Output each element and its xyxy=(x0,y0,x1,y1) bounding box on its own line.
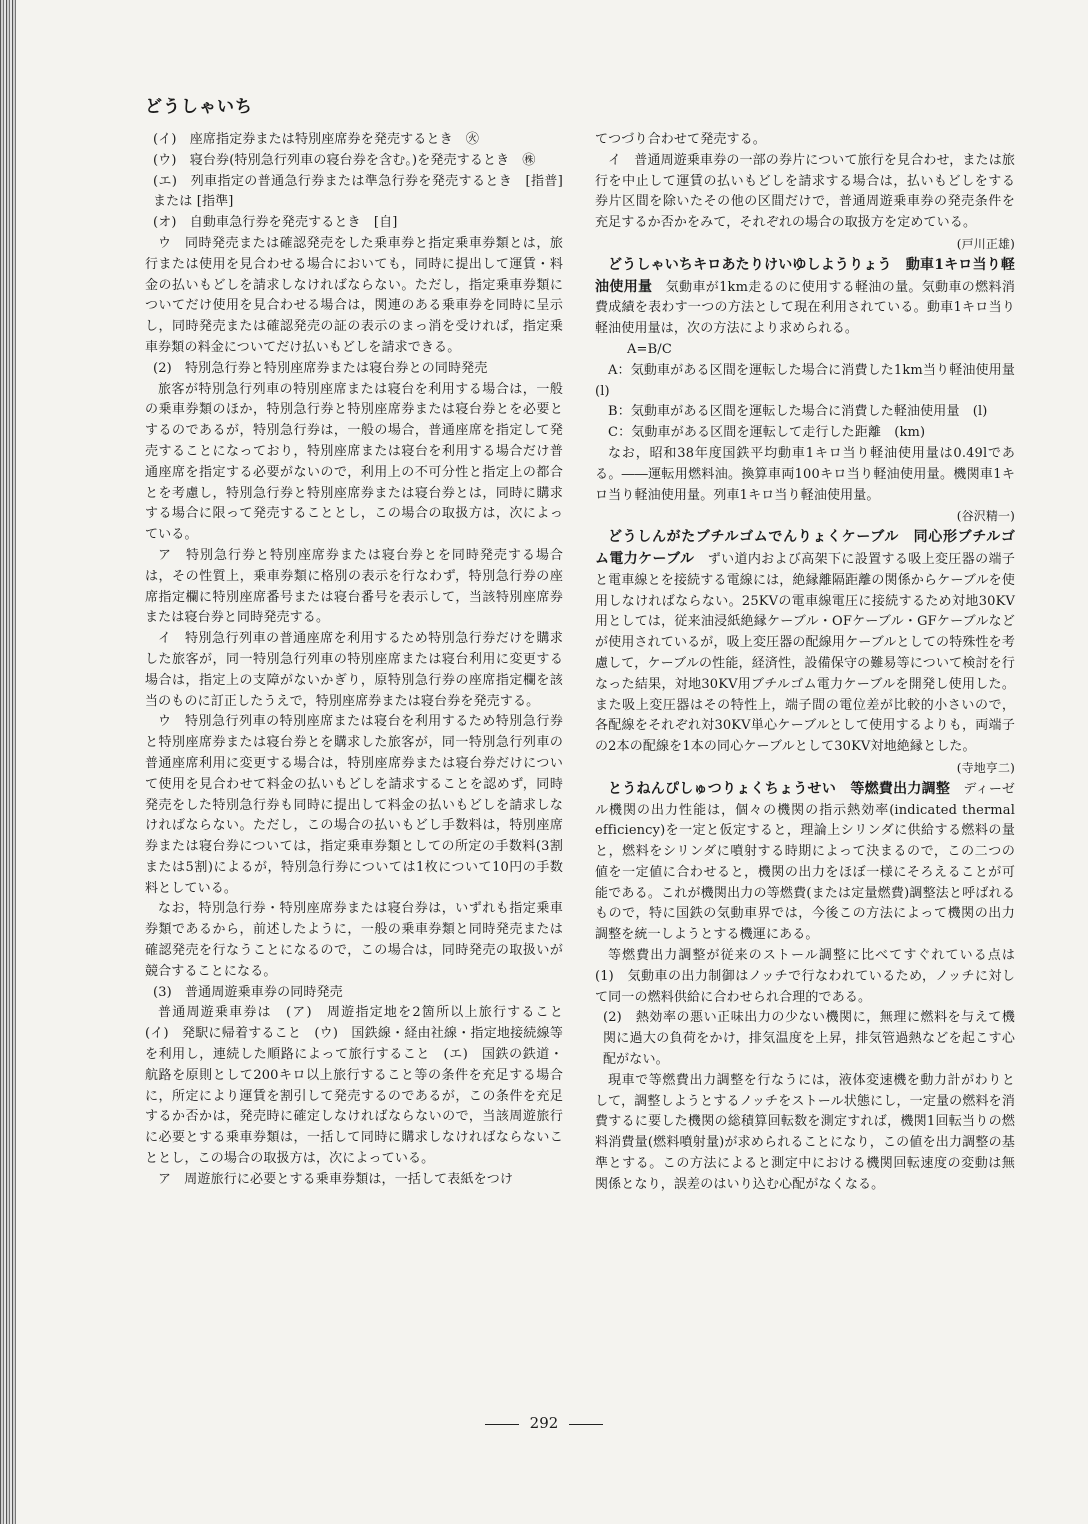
right-paragraph xyxy=(595,1071,1015,1196)
footer-rule-left xyxy=(485,1424,519,1425)
entry-headword: どうしんがたブチルゴムでんりょくケーブル 同心形ブチルゴム電力ケーブル xyxy=(595,529,1015,567)
paragraph-text: (ウ) 寝台券(特別急行列車の寝台券を含む。)を発売するとき ㊑ xyxy=(153,152,536,168)
left-paragraph xyxy=(145,234,563,359)
entry-headword: どうしゃいちキロあたりけいゆしようりょう 動車1キロ当り軽油使用量 xyxy=(595,256,1015,295)
left-column xyxy=(145,130,577,1191)
left-list-item xyxy=(145,172,563,214)
paragraph-text: (エ) 列車指定の普通急行券または準急行券を発売するとき [指普] または [指準] xyxy=(153,173,563,210)
left-list-item xyxy=(145,359,563,380)
right-dictionary-entry xyxy=(595,779,1015,946)
right-paragraph xyxy=(595,423,1015,444)
paragraph-text: イ 普通周遊乗車券の一部の券片について旅行を見合わせ，または旅行を中止して運賃の払いもどしを請求する場合は，払いもどしをする券片区間を除いたその他の区間だけで，普通周遊乗車券の発売条件を充足するか否かをみて，それぞれの場合の取扱方を定めている。 xyxy=(595,152,1016,231)
paragraph-text: ウ 同時発売または確認発売をした乗車券と指定乗車券類とは，旅行または使用を見合わせる場合においても，同時に提出して運賃・料金の払いもどしを請求しなければならない。ただし，指定乗車券類についてだけ使用を見合わせる場合は，関連のある乗車券を同時に呈示し，同時発売または確認発売の証の表示のまっ消を受ければ，指定乗車券類の料金についてだけ払いもどしを請求できる。 xyxy=(145,235,563,355)
left-paragraph xyxy=(145,380,563,546)
right-dictionary-entry xyxy=(595,255,1015,340)
left-list-item xyxy=(145,151,563,172)
paragraph-text: (イ) 座席指定券または特別座席券を発売するとき ㊋ xyxy=(153,132,480,147)
paragraph-text: ずい道内および高架下に設置する吸上変圧器の端子と電車線とを接続する電線には，絶縁離隔距離の関係からケーブルを使用しなければならない。25KVの電車線電圧に接続するため対地30KV用としては，従来油浸紙絶縁ケーブル・OFケーブル・GFケーブルなどが使用されているが，吸上変圧器の配線用ケーブルとしての特殊性を考慮して，ケーブルの性能，経済性，設備保守の難易等について検討を行なった結果，対地30KV用ブチルゴム電力ケーブルを開発し使用した。また吸上変圧器はその特性上，端子間の電位差が比較的小さいので，各配線をそれぞれ対30KV単心ケーブルとして使用するよりも，両端子の2本の配線を1本の同心ケーブルとして30KV対地絶縁とした。 xyxy=(595,551,1015,755)
left-list-item xyxy=(145,213,563,234)
paragraph-text: 気動車が1km走るのに使用する軽油の量。気動車の燃料消費成績を表わす一つの方法として現在利用されている。動車1キロ当り軽油使用量は，次の方法により求められる。 xyxy=(595,279,1015,337)
paragraph-text: なお，昭和38年度国鉄平均動車1キロ当り軽油使用量は0.49lである。――運転用燃料油。換算車両100キロ当り軽油使用量。機関車1キロ当り軽油使用量。列車1キロ当り軽油使用量。 xyxy=(595,445,1015,503)
paragraph-text: ウ 特別急行列車の特別座席または寝台を利用するため特別急行券と特別座席券または寝台券とを購求した旅客が，同一特別急行列車の普通座席利用に変更する場合は，特別座席券または寝台券だけについて使用を見合わせて料金の払いもどしを請求することを認めず，同時発売をした特別急行券も同時に提出して料金の払いもどしを請求しなければならない。ただし，この場合の払いもどし手数料は，特別座席券または寝台券については，指定乗車券類としての所定の手数料(3割または5割)によるが，特別急行券については1枚について10円の手数料としている。 xyxy=(145,714,563,896)
left-paragraph xyxy=(145,1003,577,1169)
right-formula xyxy=(595,340,1015,361)
author-credit: (戸川正雄) xyxy=(956,236,1015,251)
running-head: どうしゃいち xyxy=(145,97,253,117)
paragraph-text: 現車で等燃費出力調整を行なうには，液体変速機を動力計がわりとして，調整しようとするノッチをストール状態にし，一定量の燃料を消費するに要した機関の総積算回転数を測定すれば，機関1回転当りの燃料消費量(燃料噴射量)が求められることになり，この値を出力調整の基準とする。この方法によると測定中における機関回転速度の変動は無関係となり，誤差のはいり込む心配がなくなる。 xyxy=(595,1072,1015,1192)
author-credit: (谷沢精一) xyxy=(956,509,1015,524)
left-paragraph xyxy=(145,712,563,899)
paragraph-text: 普通周遊乗車券は (ア) 周遊指定地を2箇所以上旅行すること (イ) 発駅に帰着すること (ウ) 国鉄線・経由社線・指定地接続線等を利用し，連続した順路によって旅行すること (エ) 国鉄の鉄道・航路を原則として200キロ以上旅行すること等の条件を充足する場合に，所定により運賃を割引して発売するのであるが，この条件を充足するか否かは，発売時に確定しなければならないので，当該周遊旅行に必要とする乗車券類は，一括して同時に購求しなければならないこととし，この場合の取扱方は，次によっている。 xyxy=(145,1005,577,1167)
paragraph-text: なお，特別急行券・特別座席券または寝台券は，いずれも指定乗車券類であるから，前述したように，一般の乗車券類と同時発売または確認発売を行なうことになるので，この場合は，同時発売の取扱いが競合することになる。 xyxy=(145,901,563,979)
paragraph-text: C：気動車がある区間を運転して走行した距離 (km) xyxy=(608,425,926,441)
entry-headword: とうねんぴしゅつりょくちょうせい 等燃費出力調整 xyxy=(608,780,951,797)
page-footer xyxy=(0,1414,1088,1432)
page-number: 292 xyxy=(529,1414,559,1432)
paragraph-text: (2) 熱効率の悪い正味出力の少ない機関に，無理に燃料を与えて機関に過大の負荷をかけ，排気温度を上昇，排気管過熱などを起こす心配がない。 xyxy=(603,1010,1015,1068)
paragraph-text: イ 特別急行列車の普通座席を利用するため特別急行券だけを購求した旅客が，同一特別急行列車の特別座席または寝台利用に変更する場合は，指定上の支障がないかぎり，原特別急行券の座席指定欄を該当のものに訂正したうえで，特別座席券または寝台券を発売する。 xyxy=(145,631,563,709)
right-list-item xyxy=(595,1008,1015,1070)
paragraph-text: 旅客が特別急行列車の特別座席または寝台を利用する場合は，一般の乗車券類のほか，特別急行券と特別座席券または寝台券とを必要とするのであるが，特別急行券は，一般の場合，普通座席を指定して発売することになっており，特別座席または寝台を利用する場合だけ普通座席を指定する必要がないので，利用上の不可分性と指定上の都合とを考慮し，特別急行券と特別座席券または寝台券とは，同時に購求する場合に限って発売することとし，この場合の取扱方は，次によっている。 xyxy=(145,381,563,543)
paragraph-text: てつづり合わせて発売する。 xyxy=(595,132,766,147)
left-paragraph xyxy=(145,546,563,629)
right-column xyxy=(595,130,1029,1196)
right-paragraph xyxy=(595,361,1029,403)
paragraph-text: 等燃費出力調整が従来のストール調整に比べてすぐれている点は (1) 気動車の出力制御はノッチで行なわれているため，ノッチに対して同一の燃料供給に合わせられ合理的である。 xyxy=(595,948,1029,1005)
left-paragraph xyxy=(145,629,563,712)
right-paragraph xyxy=(595,946,1029,1008)
paragraph-text: ディーゼル機関の出力性能は，個々の機関の指示熱効率(indicated thermal efficiency)を一定と仮定すると，理論上シリンダに供給する燃料の量と，燃料をシリンダに噴射する時期によって決まるので，この二つの値を一定値に合わせると，機関の出力をほぼ一様にそろえることが可能である。これが機関出力の等燃費(または定量燃費)調整法と呼ばれるもので，特に国鉄の気動車界では，今後この方法によって機関の出力調整を統一しようとする機運にある。 xyxy=(595,781,1015,943)
right-paragraph xyxy=(595,402,1015,423)
right-paragraph xyxy=(595,444,1015,527)
right-continued-text xyxy=(595,130,1015,151)
right-paragraph xyxy=(595,151,1015,255)
footer-rule-right xyxy=(569,1424,603,1425)
left-list-item xyxy=(145,983,563,1004)
paragraph-text: A=B/C xyxy=(627,341,672,357)
right-dictionary-entry xyxy=(595,527,1015,779)
left-paragraph xyxy=(145,1170,563,1191)
left-list-item xyxy=(145,130,563,151)
paragraph-text: (3) 普通周遊乗車券の同時発売 xyxy=(153,984,343,1000)
paragraph-text: A：気動車がある区間を運転した場合に消費した1km当り軽油使用量 (l) xyxy=(595,362,1029,399)
author-credit: (寺地亨二) xyxy=(956,760,1015,775)
paragraph-text: (オ) 自動車急行券を発売するとき [自] xyxy=(153,215,398,231)
left-paragraph xyxy=(145,899,563,982)
paragraph-text: (2) 特別急行券と特別座席券または寝台券との同時発売 xyxy=(153,360,488,376)
paragraph-text: ア 周遊旅行に必要とする乗車券類は，一括して表紙をつけ xyxy=(158,1171,514,1187)
paragraph-text: B：気動車がある区間を運転した場合に消費した軽油使用量 (l) xyxy=(608,404,988,420)
paragraph-text: ア 特別急行券と特別座席券または寝台券とを同時発売する場合は，その性質上，乗車券類に格別の表示を行なわず，特別急行券の座席指定欄に特別座席番号または寝台番号を表示して，当該特別座席券または寝台券と同時発売する。 xyxy=(145,547,563,626)
book-binding-edge xyxy=(0,0,16,1524)
